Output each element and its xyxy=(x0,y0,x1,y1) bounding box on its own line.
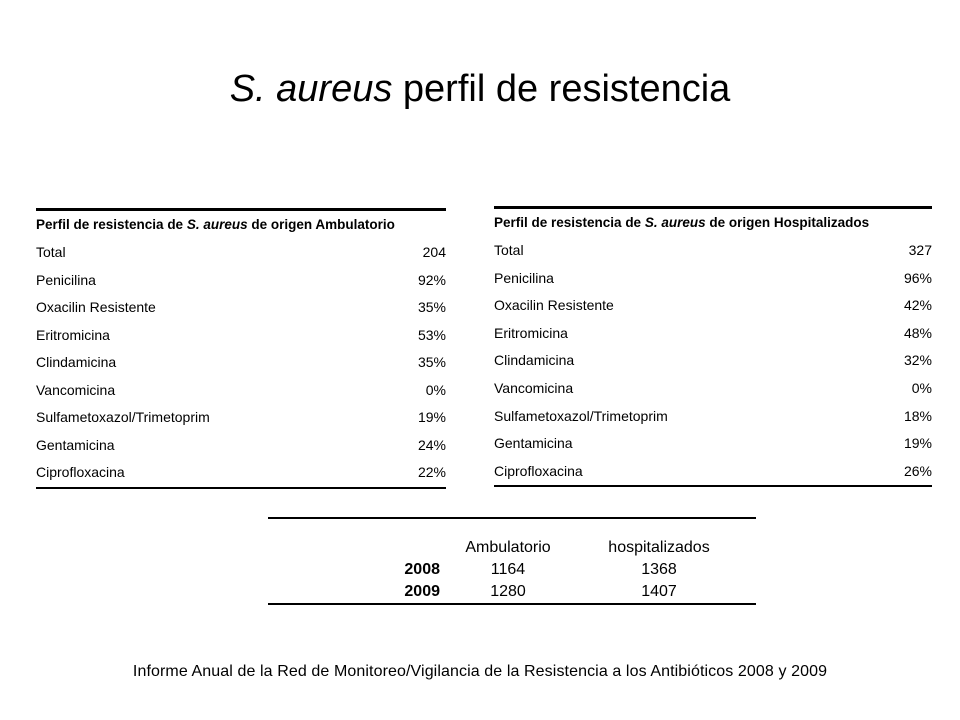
table-bottom-rule xyxy=(36,487,446,489)
heading-text: Perfil de resistencia de xyxy=(36,217,187,232)
row-label: Clindamicina xyxy=(36,354,117,370)
row-label: Penicilina xyxy=(494,269,554,286)
row-label: Ciprofloxacina xyxy=(494,462,583,479)
row-value: 35% xyxy=(417,354,446,370)
table-row xyxy=(36,294,446,322)
row-value: 204 xyxy=(422,244,446,260)
table-bottom-rule xyxy=(494,485,932,487)
title-rest: perfil de resistencia xyxy=(392,68,731,110)
table-row xyxy=(494,403,932,431)
ambulatorio-cell: 1280 xyxy=(490,583,526,600)
row-value: 48% xyxy=(903,324,932,341)
row-label: Gentamicina xyxy=(494,435,573,452)
table-row xyxy=(36,432,446,460)
summary-grid xyxy=(268,537,756,603)
summary-row xyxy=(268,581,756,603)
table-heading xyxy=(36,211,446,239)
row-label: Eritromicina xyxy=(494,324,568,341)
row-value: 53% xyxy=(417,326,446,343)
row-label: Total xyxy=(494,242,524,258)
row-value: 327 xyxy=(908,242,932,258)
table-row xyxy=(494,320,932,348)
row-value: 22% xyxy=(417,464,446,480)
row-label: Eritromicina xyxy=(36,326,110,343)
table-row xyxy=(36,239,446,267)
row-value: 19% xyxy=(417,409,446,425)
title-italic: S. aureus xyxy=(229,68,393,110)
hospitalizados-cell: 1407 xyxy=(641,583,677,600)
ambulatorio-cell: 1164 xyxy=(490,561,526,578)
row-value: 92% xyxy=(417,271,446,288)
row-value: 0% xyxy=(911,379,932,396)
summary-table xyxy=(268,517,756,605)
row-label: Sulfametoxazol/Trimetoprim xyxy=(36,409,210,425)
heading-text: de origen Ambulatorio xyxy=(247,217,395,232)
col-header-hospitalizados: hospitalizados xyxy=(608,539,710,556)
table-row xyxy=(494,347,932,375)
row-label: Vancomicina xyxy=(36,381,116,398)
summary-header-row xyxy=(268,537,756,559)
row-label: Gentamicina xyxy=(36,436,115,453)
page-title xyxy=(0,66,960,112)
col-header-ambulatorio: Ambulatorio xyxy=(465,539,551,556)
table-row xyxy=(36,459,446,487)
row-label: Oxacilin Resistente xyxy=(494,297,614,314)
header-blank xyxy=(268,537,454,559)
table-row xyxy=(494,430,932,458)
heading-text: Perfil de resistencia de xyxy=(494,215,645,230)
table-heading xyxy=(494,209,932,237)
table-row xyxy=(36,377,446,405)
table-row xyxy=(494,265,932,293)
row-value: 24% xyxy=(417,436,446,453)
heading-text: de origen Hospitalizados xyxy=(705,215,870,230)
hospitalizados-cell: 1368 xyxy=(641,561,677,578)
heading-italic: S. aureus xyxy=(186,217,248,232)
row-value: 35% xyxy=(417,299,446,315)
table-row xyxy=(494,458,932,486)
row-label: Oxacilin Resistente xyxy=(36,299,156,315)
row-value: 42% xyxy=(903,297,932,314)
table-row xyxy=(494,292,932,320)
table-bottom-rule xyxy=(268,603,756,605)
summary-row xyxy=(268,559,756,581)
source-footer: Informe Anual de la Red de Monitoreo/Vigilancia de la Resistencia a los Antibióticos 2008 y 2009 xyxy=(132,663,828,680)
table-row xyxy=(494,237,932,265)
table-row xyxy=(494,375,932,403)
table-row xyxy=(36,404,446,432)
row-value: 96% xyxy=(903,269,932,286)
row-value: 18% xyxy=(903,407,932,424)
row-label: Sulfametoxazol/Trimetoprim xyxy=(494,407,668,424)
row-label: Total xyxy=(36,244,66,260)
year-cell: 2009 xyxy=(404,583,440,600)
row-label: Penicilina xyxy=(36,271,96,288)
table-row xyxy=(36,322,446,350)
ambulatorio-table xyxy=(36,208,446,489)
row-value: 32% xyxy=(903,352,932,369)
row-value: 19% xyxy=(903,435,932,452)
hospitalizados-table xyxy=(494,206,932,487)
heading-italic: S. aureus xyxy=(644,215,706,230)
table-row xyxy=(36,349,446,377)
row-value: 0% xyxy=(425,381,446,398)
year-cell: 2008 xyxy=(404,561,440,578)
table-row xyxy=(36,267,446,295)
row-label: Vancomicina xyxy=(494,379,574,396)
table-body xyxy=(494,237,932,485)
row-label: Ciprofloxacina xyxy=(36,464,125,480)
table-top-rule xyxy=(268,517,756,519)
row-value: 26% xyxy=(903,462,932,479)
row-label: Clindamicina xyxy=(494,352,575,369)
table-body xyxy=(36,239,446,487)
